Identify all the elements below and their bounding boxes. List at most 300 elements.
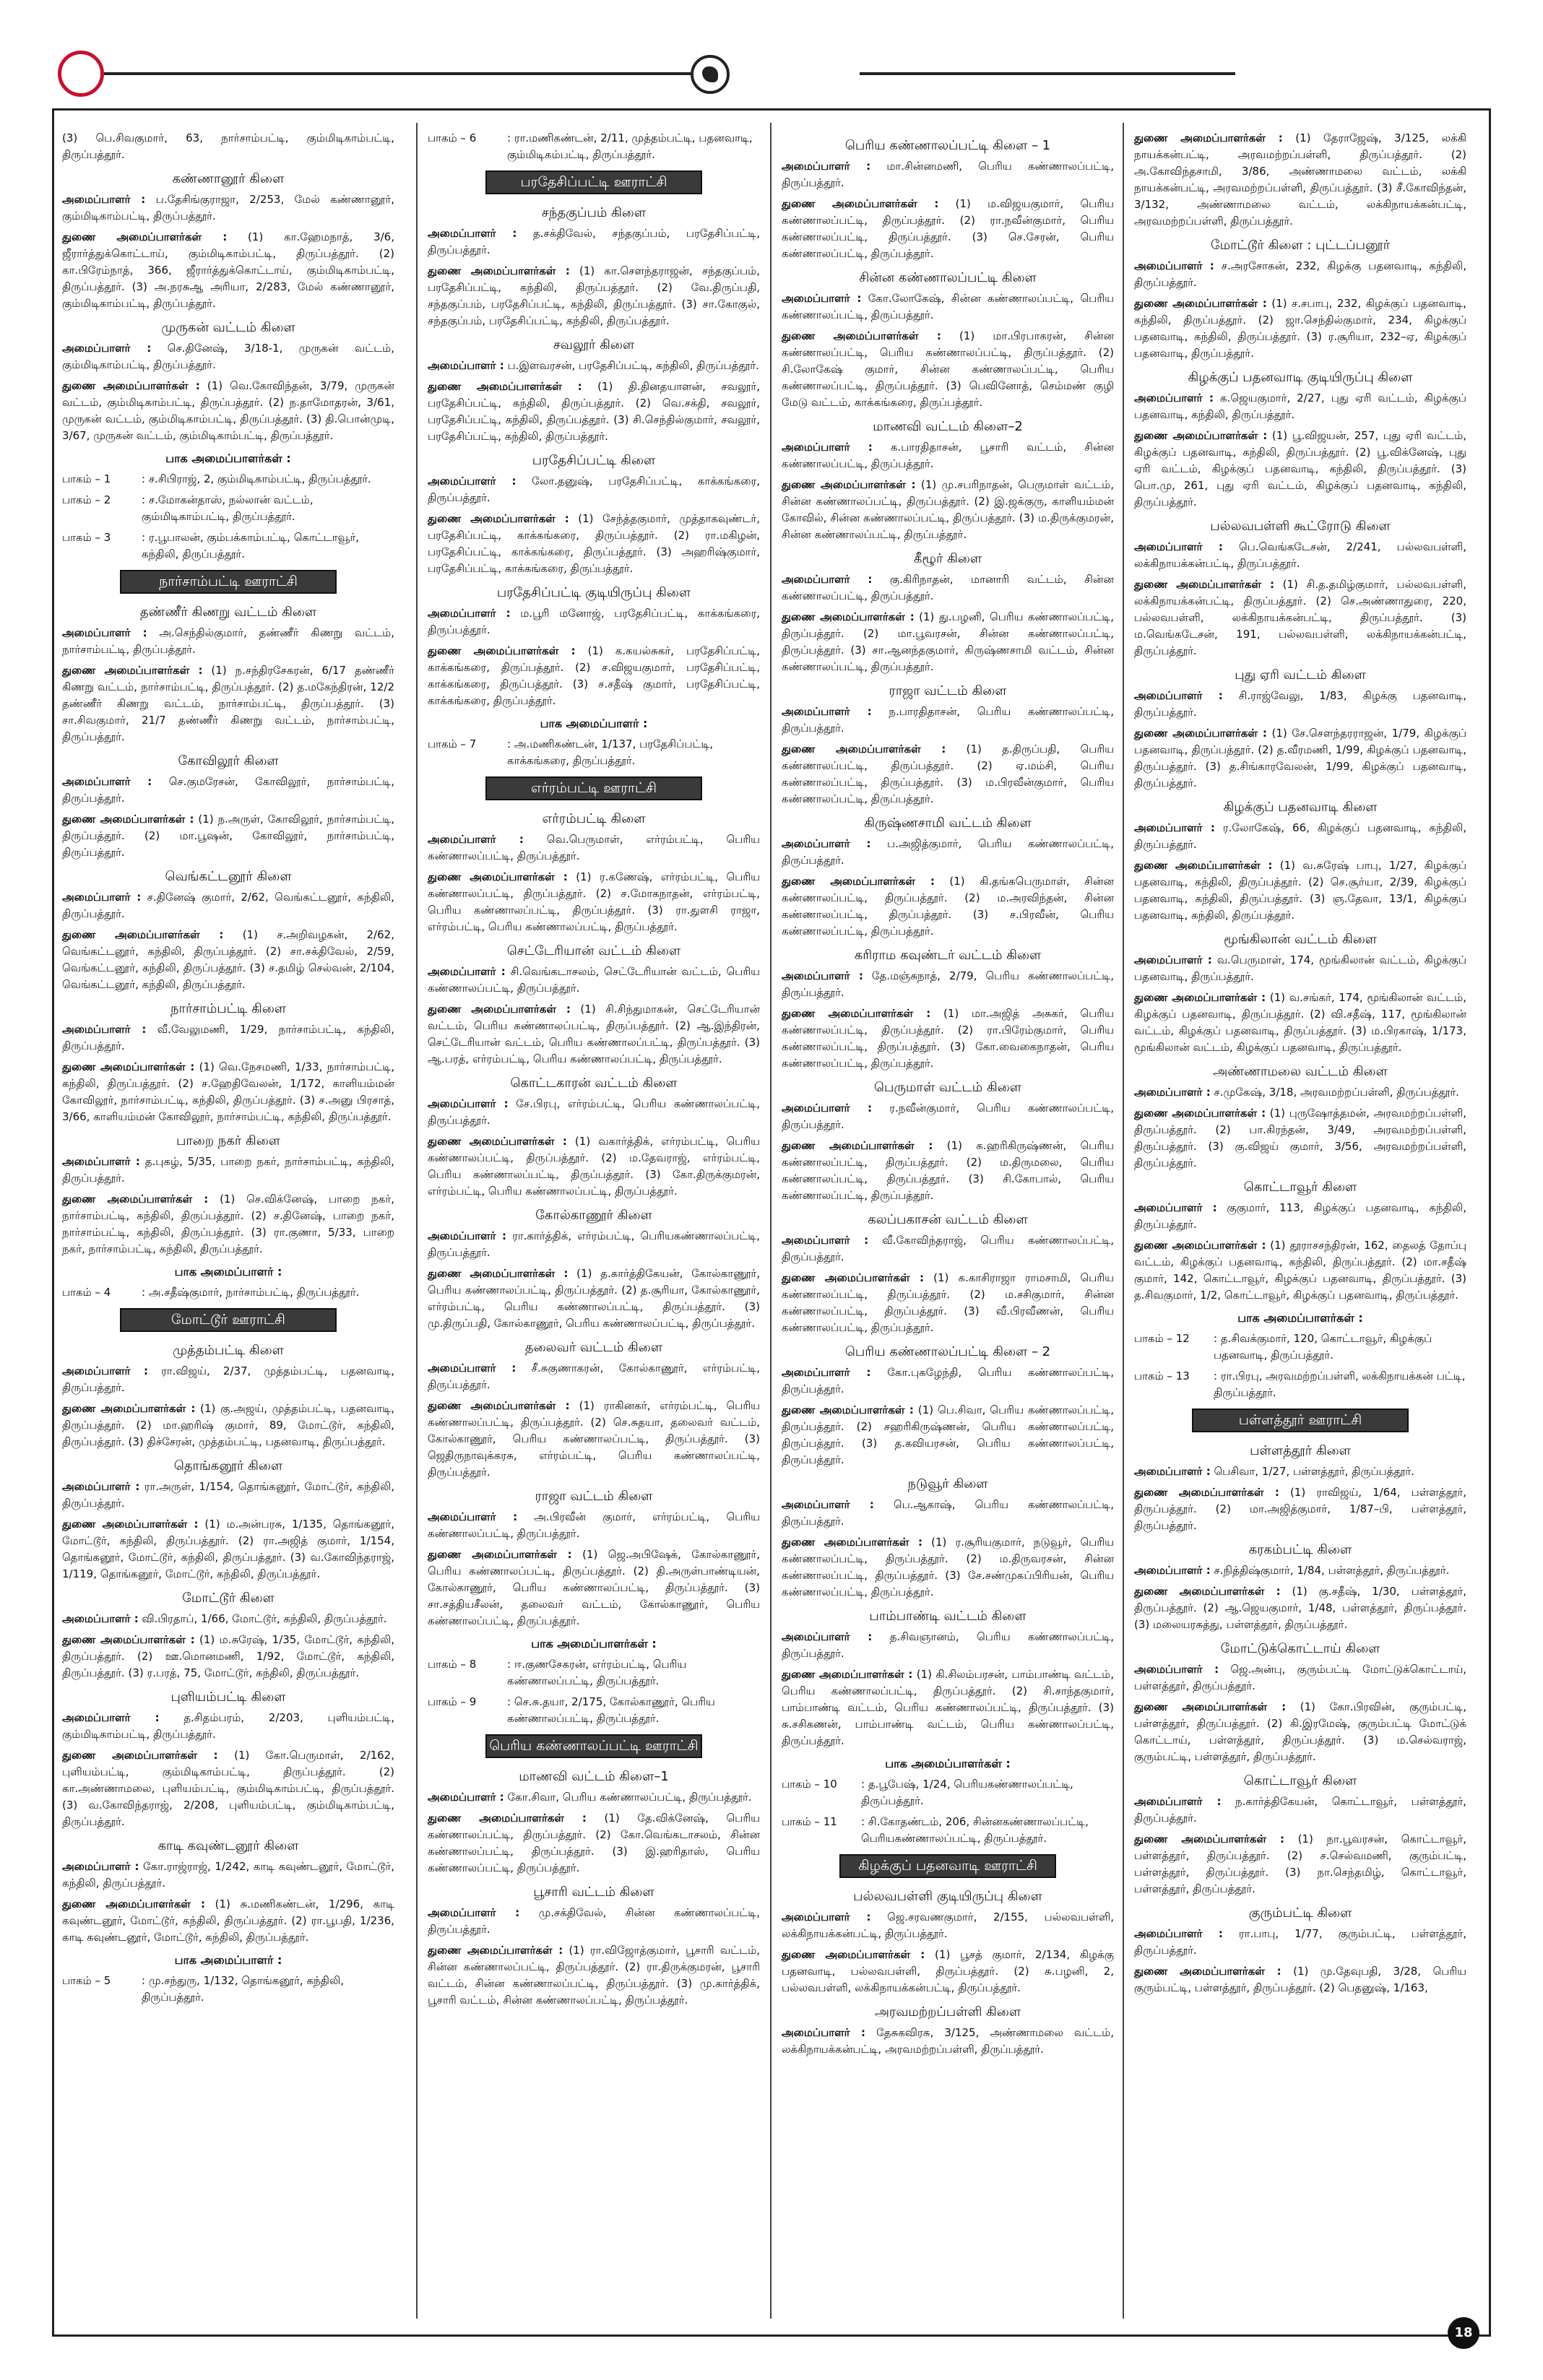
branch-heading: புது ஏரி வட்டம் கிளை: [1235, 667, 1366, 683]
header-rule-right: [860, 72, 1235, 75]
booth-organizer-row: [428, 1694, 760, 1727]
organizer-entry: [1134, 1583, 1466, 1633]
page-header: [43, 43, 1500, 108]
role-label: அமைப்பாளர் :: [428, 1906, 520, 1919]
entry-text: (1) ச.சபாபு, 232, கிழக்குப் பதனவாடி, கந்திலி, திருப்பத்தூர். (2) ஜா.செந்தில்குமார், 234, கிழக்குப் பதனவாடி, கந்திலி, திருப்பத்தூர். (3) ர.சூரியா, 232–ஏ, கிழக்குப் பதனவாடி, திருப்பத்தூர்.: [1134, 297, 1466, 360]
booth-number: பாகம் – 11: [782, 1815, 837, 1828]
organizer-entry: [782, 1666, 1114, 1749]
branch-heading: மூங்கிலான் வட்டம் கிளை: [1223, 932, 1378, 947]
booth-organizer-row: [62, 492, 394, 525]
organizer-entry: [782, 1947, 1114, 1996]
role-label: துணை அமைப்பாளர்கள் :: [782, 1948, 925, 1961]
organizer-entry: [428, 831, 760, 865]
role-label: அமைப்பாளர் :: [1134, 259, 1214, 272]
role-label: அமைப்பாளர் :: [782, 837, 871, 850]
branch-heading: கோவிலூர் கிளை: [178, 753, 279, 769]
role-label: அமைப்பாளர் :: [428, 1510, 518, 1523]
role-label: துணை அமைப்பாளர்கள் :: [62, 928, 224, 941]
organizer-entry: [1134, 576, 1466, 659]
booth-organizer-detail: : செ.சு.தயா, 2/175, கோல்காணூர், பெரிய கண்ணாலப்பட்டி, திருப்பத்தூர்.: [507, 1695, 715, 1725]
branch-heading: பூசாரி வட்டம் கிளை: [533, 1884, 654, 1900]
organizer-entry: [1134, 1105, 1466, 1172]
role-label: அமைப்பாளர் :: [1134, 1663, 1219, 1676]
role-label: துணை அமைப்பாளர்கள் :: [428, 512, 569, 525]
role-label: துணை அமைப்பாளர்கள் :: [428, 1812, 587, 1825]
entry-text: (1) புருஷோத்தமன், அரவமற்றப்பள்ளி, திருப்பத்தூர். (2) பா.கிரந்தன், 3/49, அரவமற்றப்பள்ளி, திருப்பத்தூர். (3) கு.விஜய் குமார், 3/56, அரவமற்றப்பள்ளி, திருப்பத்தூர்.: [1134, 1107, 1466, 1169]
organizer-entry: [62, 774, 394, 807]
organizer-entry: [428, 1905, 760, 1938]
organizer-entry: [1134, 688, 1466, 721]
booth-number: பாகம் – 10: [782, 1778, 837, 1791]
organizer-entry: [62, 625, 394, 658]
organizer-entry: [782, 290, 1114, 324]
section-subheading: பாக அமைப்பாளர் :: [174, 1265, 282, 1278]
entry-text: (1) க.ஹரிகிருஷ்ணன், பெரிய கண்ணாலப்பட்டி, திருப்பத்தூர். (2) ம.திருமலை, பெரிய கண்ணாலப்பட்டி, திருப்பத்தூர். (3) சி.கோபால், பெரிய கண்ணாலப்பட்டி, திருப்பத்தூர்.: [782, 1139, 1114, 1202]
organizer-entry: [782, 968, 1114, 1001]
role-label: துணை அமைப்பாளர்கள் :: [62, 1402, 196, 1415]
entry-text: பெசிவா, 1/27, பள்ளத்தூர், திருப்பத்தூர்.: [1214, 1465, 1414, 1478]
section-subheading: பாக அமைப்பாளர்கள் :: [531, 1637, 657, 1650]
booth-organizer-detail: : த.சிவக்குமார், 120, கொட்டாவூர், கிழக்குப் பதனவாடி, திருப்பத்தூர்.: [1214, 1332, 1432, 1362]
organizer-entry: [62, 1858, 394, 1892]
booth-organizer-detail: : ச.மோகன்தாஸ், நல்லான் வட்டம், கும்மிடிகாம்பட்டி, திருப்பத்தூர்.: [142, 493, 314, 523]
entry-text: (1) கோ.பெருமாள், 2/162, புளியம்பட்டி, கும்மிடிகாம்பட்டி, திருப்பத்தூர். (2) கா.அண்ணாமலை, புளியம்பட்டி, கும்மிடிகாம்பட்டி, திருப்பத்தூர். (3) வ.கோவிந்தராஜ், 2/208, புளியம்பட்டி, கும்மிடிகாம்பட்டி, திருப்பத்தூர்.: [62, 1749, 394, 1828]
organizer-entry: [428, 1001, 760, 1068]
role-label: அமைப்பாளர் :: [62, 1612, 139, 1625]
organizer-entry: [1134, 1793, 1466, 1827]
branch-heading: கிருஷ்ணசாமி வட்டம் கிளை: [864, 815, 1032, 831]
entry-text: ஜெ.சரவணகுமார், 2/155, பல்லவபள்ளி, லக்கிநாயக்கன்பட்டி, திருப்பத்தூர்.: [782, 1911, 1114, 1940]
role-label: துணை அமைப்பாளர்கள் :: [1134, 1832, 1284, 1845]
entry-text: ச.தினேஷ் குமார், 2/62, வெங்கட்டனூர், கந்திலி, திருப்பத்தூர்.: [62, 891, 394, 920]
entry-text: (1) ம.அன்பரசு, 1/135, தொங்கனூர், மோட்டூர், கந்திலி, திருப்பத்தூர். (2) ரா.அஜித் குமார், 1/154, தொங்கனூர், மோட்டூர், கந்திலி, திருப்பத்தூர். (3) வ.கோவிந்தராஜ், 1/119, தொங்கனூர், மோட்டூர், கந்திலி, திருப்பத்தூர்.: [62, 1518, 394, 1580]
role-label: துணை அமைப்பாளர்கள் :: [782, 478, 916, 491]
organizer-entry: [1134, 1463, 1466, 1480]
text-column-2: [428, 130, 760, 2013]
organizer-entry: [62, 1479, 394, 1512]
entry-text: சீ.சுகுணாகரன், கோல்காணூர், எர்ரம்பட்டி, திருப்பத்தூர்.: [428, 1362, 760, 1391]
entry-text: சி.ராஜ்வேலு, 1/83, கிழக்கு பதனவாடி, திருப்பத்தூர்.: [1134, 689, 1466, 719]
role-label: துணை அமைப்பாளர்கள் :: [782, 1007, 931, 1020]
role-label: அமைப்பாளர் :: [62, 775, 152, 788]
role-label: துணை அமைப்பாளர்கள் :: [62, 1060, 195, 1073]
booth-organizer-detail: : ரா.மணிகண்டன், 2/11, முத்தம்பட்டி, பதனவாடி, கும்மிடிகம்பட்டி, திருப்பத்தூர்.: [507, 131, 753, 161]
role-label: துணை அமைப்பாளர்கள் :: [1134, 1965, 1281, 1978]
organizer-entry: [782, 1497, 1114, 1530]
branch-heading: நடுவூர் கிளை: [907, 1476, 988, 1492]
role-label: அமைப்பாளர் :: [428, 227, 517, 240]
organizer-entry: [1134, 857, 1466, 924]
role-label: துணை அமைப்பாளர்கள் :: [428, 1135, 567, 1148]
organizer-entry: [782, 1909, 1114, 1942]
entry-text: த.சிவஞானம், பெரிய கண்ணாலப்பட்டி, திருப்பத்தூர்.: [782, 1630, 1114, 1660]
organizer-entry: [62, 229, 394, 312]
role-label: துணை அமைப்பாளர்கள் :: [428, 644, 576, 657]
branch-heading: கொட்டாவூர் கிளை: [1243, 1180, 1357, 1195]
column-divider: [416, 123, 418, 2319]
role-label: துணை அமைப்பாளர்கள் :: [62, 664, 203, 677]
entry-text: (1) ரா.விஜோத்குமார், பூசாரி வட்டம், சின்ன கண்ணாலப்பட்டி, திருப்பத்தூர். (2) ரா.திருக்குமரன், பூசாரி வட்டம், சின்ன கண்ணாலப்பட்டி, திருப்பத்தூர். (3) மு.கார்த்திக், பூசாரி வட்டம், சின்ன கண்ணாலப்பட்டி, திருப்பத்தூர்.: [428, 1944, 760, 2007]
role-label: துணை அமைப்பாளர்கள் :: [1134, 991, 1266, 1004]
organizer-entry: [62, 1154, 394, 1187]
column-divider: [1123, 123, 1124, 2319]
entry-text: (1) கி.தங்கபெருமாள், சின்ன கண்ணாலப்பட்டி, திருப்பத்தூர். (2) ம.அரவிந்தன், சின்ன கண்ணாலப்பட்டி, திருப்பத்தூர். (3) ச.பிரவீன், பெரிய கண்ணாலப்பட்டி, திருப்பத்தூர்.: [782, 875, 1114, 938]
header-rule-left: [104, 72, 691, 75]
organizer-entry: [62, 1516, 394, 1583]
booth-number: பாகம் – 2: [62, 493, 111, 506]
entry-text: ப.இளவரசன், பரதேசிப்பட்டி, கந்திலி, திருப்பத்தூர்.: [507, 359, 759, 372]
organizer-entry: [428, 473, 760, 506]
organizer-entry: [1134, 428, 1466, 511]
organizer-entry: [62, 1401, 394, 1450]
booth-organizer-row: [62, 1973, 394, 2006]
entry-text: மா.சின்னமணி, பெரிய கண்ணாலப்பட்டி, திருப்பத்தூர்.: [782, 160, 1114, 189]
entry-text: வ.பெருமாள், 174, மூங்கிலான் வட்டம், கிழக்குப் பதனவாடி, திருப்பத்தூர்.: [1134, 953, 1466, 983]
role-label: துணை அமைப்பாளர்கள் :: [428, 1944, 563, 1957]
organizer-entry: [782, 477, 1114, 543]
branch-heading: சந்தகுப்பம் கிளை: [541, 205, 647, 220]
role-label: துணை அமைப்பாளர்கள் :: [1134, 578, 1275, 591]
role-label: அமைப்பாளர் :: [428, 1362, 517, 1375]
entry-text: த.சிதம்பரம், 2/203, புளியம்பட்டி, கும்மிடிகாம்பட்டி, திருப்பத்தூர்.: [62, 1711, 394, 1741]
entry-text: (3) பெ.சிவகுமார், 63, நார்சாம்பட்டி, கும்மிடிகாம்பட்டி, திருப்பத்தூர்.: [62, 131, 394, 161]
entry-text: (1) ராகினகர், எர்ரம்பட்டி, பெரிய கண்ணாலப்பட்டி, திருப்பத்தூர். (2) செ.சுதயா, தலைவர் வட்டம், கோல்காணூர், பெரிய கண்ணாலப்பட்டி, திருப்பத்தூர். (3) ஜெதிருநாவுக்கரசு, எர்ரம்பட்டி, பெரிய கண்ணாலப்பட்டி, திருப்பத்தூர்.: [428, 1399, 760, 1479]
booth-organizer-detail: : சி.கோதண்டம், 206, சின்னகண்ணாலப்பட்டி, பெரியகண்ணாலப்பட்டி, திருப்பத்தூர்.: [861, 1815, 1089, 1845]
branch-heading: அண்ணாமலை வட்டம் கிளை: [1213, 1064, 1388, 1079]
branch-heading: முத்தம்பட்டி கிளை: [173, 1343, 284, 1358]
branch-heading: புளியம்பட்டி கிளை: [170, 1689, 286, 1705]
organizer-entry: [62, 662, 394, 745]
role-label: துணை அமைப்பாளர்கள் :: [428, 380, 582, 393]
organizer-entry: [62, 927, 394, 993]
branch-heading: முருகன் வட்டம் கிளை: [161, 320, 295, 335]
organizer-entry: [62, 1021, 394, 1055]
entry-text: (1) வெ.கோவிந்தன், 3/79, முருகன் வட்டம், கும்மிடிகாம்பட்டி, திருப்பத்தூர். (2) ந.தாமோதரன், 3/61, முருகன் வட்டம், கும்மிடிகாம்பட்டி, திருப்பத்தூர். (3) தி.பொன்முடி, 3/67, முருகன் வட்டம், கும்மிடிகாம்பட்டி, திருப்பத்தூர்.: [62, 379, 394, 442]
role-label: துணை அமைப்பாளர்கள் :: [1134, 1486, 1279, 1499]
entry-text: (1) பூசத் குமார், 2/134, கிழக்கு பதனவாடி, பல்லவபள்ளி, திருப்பத்தூர். (2) சு.பழனி, 2, பல்லவபள்ளி, லக்கிநாயக்கன்பட்டி, திருப்பத்தூர்.: [782, 1948, 1114, 1994]
branch-heading: பரதேசிப்பட்டி குடியிருப்பு கிளை: [496, 585, 691, 600]
entry-text: தேசுகவிரசு, 3/125, அண்ணாமலை வட்டம், லக்கிநாயக்கன்பட்டி, அரவமற்றப்பள்ளி, திருப்பத்தூர்.: [782, 2026, 1114, 2056]
entry-text: (1) வெ.நேசமணி, 1/33, நார்சாம்பட்டி, கந்திலி, திருப்பத்தூர். (2) ச.ஹேதிவேலன், 1/172, காளியம்மன் கோவிலூர், நார்சாம்பட்டி, கந்திலி, திருப்பத்தூர். (3) ச.அனு பிரசாத், 3/66, காளியம்மன் கோவிலூர், நார்சாம்பட்டி, கந்திலி, திருப்பத்தூர்.: [62, 1060, 394, 1123]
entry-text: (1) தே.விக்னேஷ், பெரிய கண்ணாலப்பட்டி, திருப்பத்தூர். (2) கோ.வெங்கடாசலம், சின்ன கண்ணாலப்பட்டி, திருப்பத்தூர். (3) இ.ஹரிதாஸ், பெரிய கண்ணாலப்பட்டி, திருப்பத்தூர்.: [428, 1812, 760, 1874]
party-emblem-icon: [691, 55, 730, 94]
branch-heading: அரவமற்றப்பள்ளி கிளை: [874, 2004, 1021, 2020]
organizer-entry: [782, 1629, 1114, 1662]
organizer-entry: [1134, 820, 1466, 853]
role-label: அமைப்பாளர் :: [782, 1366, 871, 1379]
branch-heading: தண்ணீர் கிணறு வட்டம் கிளை: [139, 605, 317, 620]
entry-text: (1) த.திருப்பதி, பெரிய கண்ணாலப்பட்டி, திருப்பத்தூர். (2) ஏ.மம்சி, பெரிய கண்ணாலப்பட்டி, திருப்பத்தூர். (3) ம.பிரவீன்குமார், பெரிய கண்ணாலப்பட்டி, திருப்பத்தூர்.: [782, 743, 1114, 805]
panchayat-banner: மோட்டூர் ஊராட்சி: [120, 1308, 337, 1332]
panchayat-banner: பெரிய கண்ணாலப்பட்டி ஊராட்சி: [485, 1734, 702, 1758]
role-label: துணை அமைப்பாளர்கள் :: [428, 1003, 571, 1016]
organizer-entry: [1134, 952, 1466, 985]
role-label: துணை அமைப்பாளர்கள் :: [1134, 1700, 1287, 1713]
panchayat-banner: நார்சாம்பட்டி ஊராட்சி: [120, 570, 337, 594]
booth-organizer-detail: : த.பூபேஷ், 1/24, பெரியகண்ணாலப்பட்டி, திருப்பத்தூர்.: [861, 1778, 1073, 1807]
role-label: அமைப்பாளர் :: [782, 1234, 869, 1247]
entry-text: கு.கிரிநாதன், மானாரி வட்டம், சின்ன கண்ணாலப்பட்டி, திருப்பத்தூர்.: [782, 573, 1114, 602]
role-label: அமைப்பாளர் :: [782, 160, 871, 173]
organizer-entry: [1134, 1562, 1466, 1579]
organizer-entry: [62, 1363, 394, 1396]
entry-text: (1) க.காசிராஜா ராமசாமி, பெரிய கண்ணாலப்பட்டி, திருப்பத்தூர். (2) ம.சசிகுமார், சின்ன கண்ணாலப்பட்டி, திருப்பத்தூர். (3) வீ.பிரவீணன், பெரிய கண்ணாலப்பட்டி, திருப்பத்தூர்.: [782, 1271, 1114, 1334]
role-label: துணை அமைப்பாளர்கள் :: [62, 379, 200, 392]
organizer-entry: [1134, 1661, 1466, 1695]
role-label: அமைப்பாளர் :: [782, 969, 863, 982]
role-label: அமைப்பாளர் :: [1134, 953, 1212, 966]
role-label: துணை அமைப்பாளர்கள் :: [782, 875, 935, 888]
entry-text: (1) கு.சதீஷ், 1/30, பள்ளத்தூர், திருப்பத்தூர். (2) ஆ.ஜெயகுமார், 1/48, பள்ளத்தூர், திருப்பத்தூர். (3) மலையரசுத்து, பள்ளத்தூர், திருப்பத்தூர்.: [1134, 1585, 1466, 1631]
booth-organizer-detail: : ரா.பிரபு, அரவமற்றப்பள்ளி, லக்கிநாயக்கன் பட்டி, திருப்பத்தூர்.: [1214, 1369, 1466, 1399]
entry-text: ரா.கார்த்திக், எர்ரம்பட்டி, பெரியகண்ணாலப்பட்டி, திருப்பத்தூர்.: [428, 1229, 760, 1259]
booth-organizer-row: [428, 736, 760, 769]
entry-text: (1) செ.விக்னேஷ், பாறை நகர், நார்சாம்பட்டி, கந்திலி, திருப்பத்தூர். (2) ச.தினேஷ், பாறை நகர், நார்சாம்பட்டி, கந்திலி, திருப்பத்தூர். (3) ரா.குணா, 5/33, பாறை நகர், நார்சாம்பட்டி, கந்திலி, திருப்பத்தூர்.: [62, 1193, 394, 1255]
entry-text: ர.நவீன்குமார், பெரிய கண்ணாலப்பட்டி, திருப்பத்தூர்.: [782, 1102, 1114, 1131]
entry-text: (1) கோ.பிரவின், குரும்பட்டி, பள்ளத்தூர், திருப்பத்தூர். (2) கி.இரமேஷ், குரும்பட்டி மோட்டுக் கொட்டாய், பள்ளத்தூர், திருப்பத்தூர். (3) ம.செல்வராஜ், குரும்பட்டி, பள்ளத்தூர், திருப்பத்தூர்.: [1134, 1700, 1466, 1763]
organizer-entry: [1134, 258, 1466, 291]
entry-text: குகுமார், 113, கிழக்குப் பதனவாடி, கந்திலி, திருப்பத்தூர்.: [1134, 1201, 1466, 1231]
entry-text: ச.நித்திஷ்குமார், 1/84, பள்ளத்தூர், திருப்பத்தூர்.: [1214, 1564, 1450, 1577]
booth-number: பாகம் – 7: [428, 737, 477, 750]
text-column-4: [1134, 130, 1466, 2001]
role-label: அமைப்பாளர் :: [1134, 821, 1215, 834]
role-label: அமைப்பாளர் :: [782, 1630, 873, 1643]
role-label: அமைப்பாளர் :: [1134, 391, 1214, 404]
entry-text: க.பாரதிதாசன், பூசாரி வட்டம், சின்ன கண்ணாலப்பட்டி, திருப்பத்தூர்.: [782, 441, 1114, 470]
branch-heading: ராஜா வட்டம் கிளை: [889, 683, 1007, 698]
entry-text: (1) ஜெ.அபிஷேக், கோல்காணூர், பெரிய கண்ணாலப்பட்டி, திருப்பத்தூர். (2) தி.அருள்பாண்டியன், கோல்காணூர், பெரிய கண்ணாலப்பட்டி, திருப்பத்தூர். (3) சா.சத்தியசீலன், தலைவர் வட்டம், கோல்காணூர், பெரிய கண்ணாலப்பட்டி, திருப்பத்தூர்.: [428, 1548, 760, 1627]
entry-text: செ.தினேஷ், 3/18-1, முருகன் வட்டம், கும்மிடிகாம்பட்டி, திருப்பத்தூர்.: [62, 342, 394, 371]
role-label: துணை அமைப்பாளர்கள் :: [62, 1518, 199, 1531]
organizer-entry: [782, 1005, 1114, 1072]
organizer-entry: [428, 605, 760, 639]
page-number: 18: [1448, 2317, 1479, 2349]
organizer-entry: [782, 2025, 1114, 2058]
organizer-entry: [782, 1402, 1114, 1468]
branch-heading: பெருமாள் வட்டம் கிளை: [873, 1080, 1022, 1095]
branch-heading: பெரிய கண்ணாலப்பட்டி கிளை – 2: [844, 1344, 1051, 1359]
entry-text: (1) பூ.விஜயன், 257, புது ஏரி வட்டம், கிழக்குப் பதனவாடி, கந்திலி, திருப்பத்தூர். (2) பூ.விக்னேஷ், புது ஏரி வட்டம், கிழக்குப் பதனவாடி, கந்திலி, திருப்பத்தூர். (3) பொ.மு, 261, புது ஏரி வட்டம், கிழக்குப் பதனவாடி, கந்திலி, திருப்பத்தூர்.: [1134, 429, 1466, 509]
organizer-entry: [782, 439, 1114, 472]
entry-text: பெ.வெங்கடேசன், 2/241, பல்லவபள்ளி, லக்கிநாயக்கன்பட்டி, திருப்பத்தூர்.: [1134, 540, 1466, 570]
branch-heading: எர்ரம்பட்டி கிளை: [542, 811, 646, 826]
booth-number: பாகம் – 5: [62, 1974, 111, 1987]
organizer-entry: [1134, 990, 1466, 1056]
branch-heading: நார்சாம்பட்டி கிளை: [170, 1001, 286, 1016]
column-divider: [770, 123, 772, 2319]
branch-heading: கீழூர் கிளை: [913, 551, 982, 566]
branch-heading: பள்ளத்தூர் கிளை: [1250, 1443, 1351, 1458]
entry-text: (1) மா.பிரபாகரன், சின்ன கண்ணாலப்பட்டி, பெரிய கண்ணாலப்பட்டி, திருப்பத்தூர். (2) சி.லோகேஷ் குமார், சின்ன கண்ணாலப்பட்டி, பெரிய கண்ணாலப்பட்டி, திருப்பத்தூர். (3) பெவினோத், செம்மண் குழி மேடு வட்டம், காக்கங்கரை, திருப்பத்தூர்.: [782, 329, 1114, 409]
role-label: அமைப்பாளர் :: [62, 193, 146, 206]
entry-text: (1) வ.சங்கர், 174, மூங்கிலான் வட்டம், கிழக்குப் பதனவாடி, திருப்பத்தூர். (2) வி.சதீஷ், 117, மூங்கிலான் வட்டம், கிழக்குப் பதனவாடி, திருப்பத்தூர். (3) ம.பிரகாஷ், 1/173, மூங்கிலான் வட்டம், கிழக்குப் பதனவாடி, திருப்பத்தூர்.: [1134, 991, 1466, 1054]
entry-text: (1) மு.தேவுபதி, 3/28, பெரிய குரும்பட்டி, பள்ளத்தூர், திருப்பத்தூர். (2) பெதனுஷ், 1/163,: [1134, 1965, 1466, 1994]
organizer-entry: [782, 1534, 1114, 1601]
organizer-entry: [1134, 1237, 1466, 1304]
organizer-entry: [62, 1710, 394, 1743]
organizer-entry: [62, 1896, 394, 1946]
role-label: துணை அமைப்பாளர்கள் :: [1134, 131, 1283, 144]
role-label: துணை அமைப்பாளர்கள் :: [62, 1897, 206, 1911]
entry-text: (1) த.கார்த்திகேயன், கோல்காணூர், பெரிய கண்ணாலப்பட்டி, திருப்பத்தூர். (2) த.சூரியா, கோல்காணூர், எர்ரம்பட்டி, பெரிய கண்ணாலப்பட்டி, திருப்பத்தூர். (3) மு.திருப்பதி, கோல்காணூர், பெரிய கண்ணாலப்பட்டி, திருப்பத்தூர்.: [428, 1267, 760, 1330]
role-label: அமைப்பாளர் :: [62, 1023, 147, 1036]
role-label: அமைப்பாளர் :: [428, 359, 504, 372]
organizer-entry: [428, 1265, 760, 1332]
organizer-entry: [782, 836, 1114, 869]
branch-heading: பெரிய கண்ணாலப்பட்டி கிளை – 1: [844, 138, 1051, 153]
entry-text: கோ.லோகேஷ், சின்ன கண்ணாலப்பட்டி, பெரிய கண்ணாலப்பட்டி, திருப்பத்தூர்.: [782, 292, 1114, 321]
entry-text: (1) கா.ஹேமநாத், 3/6, ஜீரார்த்துக்கொட்டாய், கும்மிடிகாம்பட்டி, திருப்பத்தூர். (2) கா.பிரேம்நாத், 366, ஜீரார்த்துக்கொட்டாய், கும்மிடிகாம்பட்டி, திருப்பத்தூர். (3) அ.நரசுஆ அரியா, 2/283, மேல் கண்ணானூர், கும்மிடிகாம்பட்டி, திருப்பத்தூர்.: [62, 230, 394, 310]
organizer-entry: [62, 811, 394, 861]
branch-heading: கொட்டகாரன் வட்டம் கிளை: [510, 1076, 678, 1091]
entry-text: (1) ர.சூரியகுமார், நடுவூர், பெரிய கண்ணாலப்பட்டி, திருப்பத்தூர். (2) ம.திருவரசன், சின்ன கண்ணாலப்பட்டி, திருப்பத்தூர். (3) சே.சண்முகப்பிரியன், பெரிய கண்ணாலப்பட்டி, திருப்பத்தூர்.: [782, 1536, 1114, 1598]
organizer-entry: [782, 741, 1114, 808]
entry-text: மு.சக்திவேல், சின்ன கண்ணாலப்பட்டி, திருப்பத்தூர்.: [428, 1906, 760, 1936]
booth-number: பாகம் – 4: [62, 1286, 111, 1299]
role-label: அமைப்பாளர் :: [428, 1791, 504, 1804]
role-label: அமைப்பாளர் :: [782, 2026, 866, 2039]
role-label: துணை அமைப்பாளர்கள் :: [62, 813, 194, 826]
entry-text: ப.தேசிங்குராஜா, 2/253, மேல் கண்ணானூர், கும்மிடிகாம்பட்டி, திருப்பத்தூர்.: [62, 193, 394, 222]
role-label: அமைப்பாளர் :: [62, 626, 147, 639]
entry-text: (1) கு.அஜய், முத்தம்பட்டி, பதனவாடி, திருப்பத்தூர். (2) மா.ஹரிஷ் குமார், 89, மோட்டூர், கந்திலி, திருப்பத்தூர். (3) திச்சேரன், முத்தம்பட்டி, பதனவாடி, திருப்பத்தூர்.: [62, 1402, 394, 1448]
branch-heading: மோட்டூர் கிளை : புட்டப்பனூர்: [1210, 238, 1391, 253]
section-subheading: பாக அமைப்பாளர்கள் :: [885, 1757, 1011, 1770]
role-label: துணை அமைப்பாளர்கள் :: [1134, 297, 1267, 310]
organizer-entry: [62, 191, 394, 225]
role-label: அமைப்பாளர் :: [428, 607, 511, 620]
organizer-entry: [428, 1360, 760, 1393]
role-label: அமைப்பாளர் :: [428, 1229, 506, 1242]
organizer-entry: [428, 1398, 760, 1481]
branch-heading: பல்லவபள்ளி கூட்ரோடு கிளை: [1210, 519, 1391, 534]
branch-heading: காடி கவுண்டனூர் கிளை: [157, 1838, 299, 1853]
organizer-entry: [1134, 295, 1466, 362]
branch-heading: தலைவர் வட்டம் கிளை: [524, 1340, 663, 1355]
section-subheading: பாக அமைப்பாளர்கள் :: [165, 451, 291, 465]
organizer-entry: [782, 1232, 1114, 1265]
organizer-entry: [782, 1364, 1114, 1398]
organizer-entry: [428, 1228, 760, 1261]
entry-text: செ.குமரேசன், கோவிலூர், நார்சாம்பட்டி, திருப்பத்தூர்.: [62, 775, 394, 805]
role-label: அமைப்பாளர் :: [1134, 1564, 1211, 1577]
organizer-entry: [1134, 539, 1466, 572]
branch-heading: குரும்பட்டி கிளை: [1248, 1905, 1352, 1921]
text-column-3: [782, 130, 1114, 2062]
role-label: துணை அமைப்பாளர்கள் :: [782, 1139, 933, 1152]
role-label: அமைப்பாளர் :: [428, 965, 506, 978]
entry-text: (1) மு.சபரிநாதன், பெருமாள் வட்டம், சின்ன கண்ணாலப்பட்டி, திருப்பத்தூர். (2) இ.ஜக்குரு, காளியம்மன் கோவில், சின்ன கண்ணாலப்பட்டி, திருப்பத்தூர். (3) ம.திருக்குமரன், சின்ன கண்ணாலப்பட்டி, திருப்பத்தூர்.: [782, 478, 1114, 541]
branch-heading: செட்டேரியான் வட்டம் கிளை: [506, 943, 681, 959]
branch-heading: மோட்டுக்கொட்டாய் கிளை: [1220, 1641, 1380, 1656]
branch-heading: கோல்காணூர் கிளை: [535, 1208, 652, 1223]
role-label: துணை அமைப்பாளர்கள் :: [62, 1749, 218, 1762]
entry-text: ம.பூரி மனோஜ், பரதேசிப்பட்டி, காக்கங்கரை, திருப்பத்தூர்.: [428, 607, 760, 636]
organizer-entry: [1134, 390, 1466, 423]
booth-number: பாகம் – 8: [428, 1658, 477, 1671]
role-label: துணை அமைப்பாளர்கள் :: [782, 610, 915, 623]
entry-text: (1) ம.சுரேஷ், 1/35, மோட்டூர், கந்திலி, திருப்பத்தூர். (2) ஊ.மொனமணி, 1/92, மோட்டூர், கந்திலி, திருப்பத்தூர். (3) ர.பரத், 75, மோட்டூர், கந்திலி, திருப்பத்தூர்.: [62, 1633, 394, 1679]
branch-heading: பாம்பாண்டி வட்டம் கிளை: [869, 1609, 1026, 1624]
entry-text: தே.மஞ்சுநாத், 2/79, பெரிய கண்ணாலப்பட்டி, திருப்பத்தூர்.: [782, 969, 1114, 999]
entry-text: (1) ர.கணேஷ், எர்ரம்பட்டி, பெரிய கண்ணாலப்பட்டி, திருப்பத்தூர். (2) ச.மோகநாதன், எர்ரம்பட்டி, பெரிய கண்ணாலப்பட்டி, திருப்பத்தூர். (3) ரா.துளசி ராஜா, எர்ரம்பட்டி, பெரிய கண்ணாலப்பட்டி, திருப்பத்தூர்.: [428, 870, 760, 933]
branch-heading: வெங்கட்டனூர் கிளை: [165, 869, 292, 884]
role-label: துணை அமைப்பாளர்கள் :: [782, 1271, 925, 1284]
booth-organizer-row: [782, 1776, 1114, 1809]
role-label: அமைப்பாளர் :: [428, 1097, 509, 1110]
organizer-entry: [428, 378, 760, 445]
role-label: துணை அமைப்பாளர்கள் :: [1134, 1107, 1266, 1120]
entry-text: (1) வகார்த்திக், எர்ரம்பட்டி, பெரிய கண்ணாலப்பட்டி, திருப்பத்தூர். (2) ம.தேவராஜ், எர்ரம்பட்டி, பெரிய கண்ணாலப்பட்டி, திருப்பத்தூர். (3) கோ.திருக்குமரன், எர்ரம்பட்டி, பெரிய கண்ணாலப்பட்டி, திருப்பத்தூர்.: [428, 1135, 760, 1198]
booth-organizer-row: [428, 1656, 760, 1689]
booth-organizer-detail: : மு.சந்துரு, 1/132, தொங்கனூர், கந்திலி, திருப்பத்தூர்.: [142, 1974, 344, 2004]
organizer-entry: [428, 1789, 760, 1806]
organizer-entry: [1134, 130, 1466, 230]
role-label: அமைப்பாளர் :: [428, 475, 517, 488]
organizer-entry: [1134, 1963, 1466, 1996]
booth-organizer-row: [1134, 1368, 1466, 1401]
organizer-entry: [782, 1138, 1114, 1204]
organizer-entry: [62, 889, 394, 922]
branch-heading: பல்லவபள்ளி குடியிருப்பு கிளை: [853, 1889, 1042, 1904]
role-label: துணை அமைப்பாளர்கள் :: [428, 1267, 569, 1280]
entry-text: வெ.பெருமாள், எர்ரம்பட்டி, பெரிய கண்ணாலப்பட்டி, திருப்பத்தூர்.: [428, 833, 760, 862]
role-label: துணை அமைப்பாளர்கள் :: [782, 329, 941, 342]
role-label: துணை அமைப்பாளர்கள் :: [428, 870, 568, 883]
entry-text: ச.முகேஷ், 3/18, அரவமற்றப்பள்ளி, திருப்பத்தூர்.: [1214, 1086, 1459, 1099]
organizer-entry: [428, 1810, 760, 1877]
role-label: அமைப்பாளர் :: [782, 1911, 871, 1924]
organizer-entry: [428, 1133, 760, 1200]
role-label: அமைப்பாளர் :: [62, 1480, 140, 1493]
organizer-entry: [62, 130, 394, 163]
role-label: துணை அமைப்பாளர்கள் :: [782, 743, 946, 756]
entry-text: (1) ராவிஜய், 1/64, பள்ளத்தூர், திருப்பத்தூர். (2) மா.அஜித்குமார், 1/87–பி, பள்ளத்தூர், திருப்பத்தூர்.: [1134, 1486, 1466, 1532]
branch-heading: மாணவி வட்டம் கிளை–2: [873, 419, 1023, 434]
branch-heading: தொங்கனூர் கிளை: [173, 1458, 283, 1474]
entry-text: (1) ச.அறிவழகன், 2/62, வெங்கட்டனூர், கந்திலி, திருப்பத்தூர். (2) சா.சக்திவேல், 2/59, வெங்கட்டனூர், கந்திலி, திருப்பத்தூர். (3) ச.தமிழ் செல்வன், 2/104, வெங்கட்டனூர், கந்திலி, திருப்பத்தூர்.: [62, 928, 394, 991]
branch-heading: கிழக்குப் பதனவாடி குடியிருப்பு கிளை: [1188, 370, 1413, 385]
branch-heading: கொட்டாவூர் கிளை: [1243, 1773, 1357, 1788]
entry-text: ர.லோகேஷ், 66, கிழக்குப் பதனவாடி, கந்திலி, திருப்பத்தூர்.: [1134, 821, 1466, 851]
entry-text: சே.பிரபு, எர்ரம்பட்டி, பெரிய கண்ணாலப்பட்டி, திருப்பத்தூர்.: [428, 1097, 760, 1127]
panchayat-banner: பள்ளத்தூர் ஊராட்சி: [1192, 1408, 1409, 1432]
entry-text: (1) தேராஜேஷ், 3/125, லக்கி நாயக்கன்பட்டி, அரவமற்றப்பள்ளி, திருப்பத்தூர். (2) அ.கோவிந்தசாமி, 3/86, அண்ணாமலை வட்டம், லக்கி நாயக்கன்பட்டி, அரவமற்றப்பள்ளி, திருப்பத்தூர். (3) சீ.கோவிந்தன், 3/132, அண்ணாமலை வட்டம், லக்கிநாயக்கன்பட்டி, அரவமற்றப்பள்ளி, திருப்பத்தூர்.: [1134, 131, 1466, 228]
entry-text: (1) வ.சுரேஷ் பாபு, 1/27, கிழக்குப் பதனவாடி, கந்திலி, திருப்பத்தூர். (2) செ.சூர்யா, 2/39, கிழக்குப் பதனவாடி, கந்திலி, திருப்பத்தூர். (3) ஞ.தேவா, 13/1, கிழக்குப் பதனவாடி, கந்திலி, திருப்பத்தூர்.: [1134, 859, 1466, 922]
entry-text: ரா.அருள், 1/154, தொங்கனூர், மோட்டூர், கந்திலி, திருப்பத்தூர்.: [62, 1480, 394, 1510]
entry-text: க.ஜெயகுமார், 2/27, புது ஏரி வட்டம், கிழக்குப் பதனவாடி, கந்திலி, திருப்பத்தூர்.: [1134, 391, 1466, 421]
role-label: துணை அமைப்பாளர்கள் :: [1134, 429, 1268, 442]
role-label: அமைப்பாளர் :: [1134, 1795, 1222, 1808]
branch-heading: கலப்பகாசன் வட்டம் கிளை: [868, 1212, 1028, 1227]
entry-text: த.புகழ், 5/35, பாறை நகர், நார்சாம்பட்டி, கந்திலி, திருப்பத்தூர்.: [62, 1155, 394, 1185]
role-label: அமைப்பாளர் :: [1134, 1086, 1211, 1099]
organizer-entry: [62, 1059, 394, 1125]
role-label: துணை அமைப்பாளர்கள் :: [62, 1633, 195, 1646]
entry-text: சி.வெங்கடாசலம், செட்டேரியான் வட்டம், பெரிய கண்ணாலப்பட்டி, திருப்பத்தூர்.: [428, 965, 760, 995]
entry-text: (1) மா.அஜித் அசுகர், பெரிய கண்ணாலப்பட்டி, திருப்பத்தூர். (2) ரா.பிரேம்குமார், பெரிய கண்ணாலப்பட்டி, திருப்பத்தூர். (3) கோ.வைகைநாதன், பெரிய கண்ணாலப்பட்டி, திருப்பத்தூர்.: [782, 1007, 1114, 1070]
branch-heading: மோட்டூர் கிளை: [182, 1591, 275, 1606]
organizer-entry: [428, 225, 760, 259]
organizer-entry: [428, 964, 760, 997]
organizer-entry: [62, 340, 394, 373]
panchayat-banner: எர்ரம்பட்டி ஊராட்சி: [485, 776, 702, 800]
booth-number: பாகம் – 13: [1134, 1369, 1190, 1382]
entry-text: (1) சேந்த்தகுமார், முத்தாகவுண்டர், பரதேசிப்பட்டி, காக்கங்கரை, திருப்பத்தூர். (2) ரா.மகிழன், பரதேசிப்பட்டி, காக்கங்கரை, திருப்பத்தூர். (3) அஹரிஷ்குமார், பரதேசிப்பட்டி, காக்கங்கரை, திருப்பத்தூர்.: [428, 512, 760, 575]
booth-organizer-detail: : ர.பூபாலன், கும்பக்காம்பட்டி, கொட்டாவூர், கந்திலி, திருப்பத்தூர்.: [142, 531, 360, 561]
section-subheading: பாக அமைப்பாளர் :: [174, 1953, 282, 1967]
